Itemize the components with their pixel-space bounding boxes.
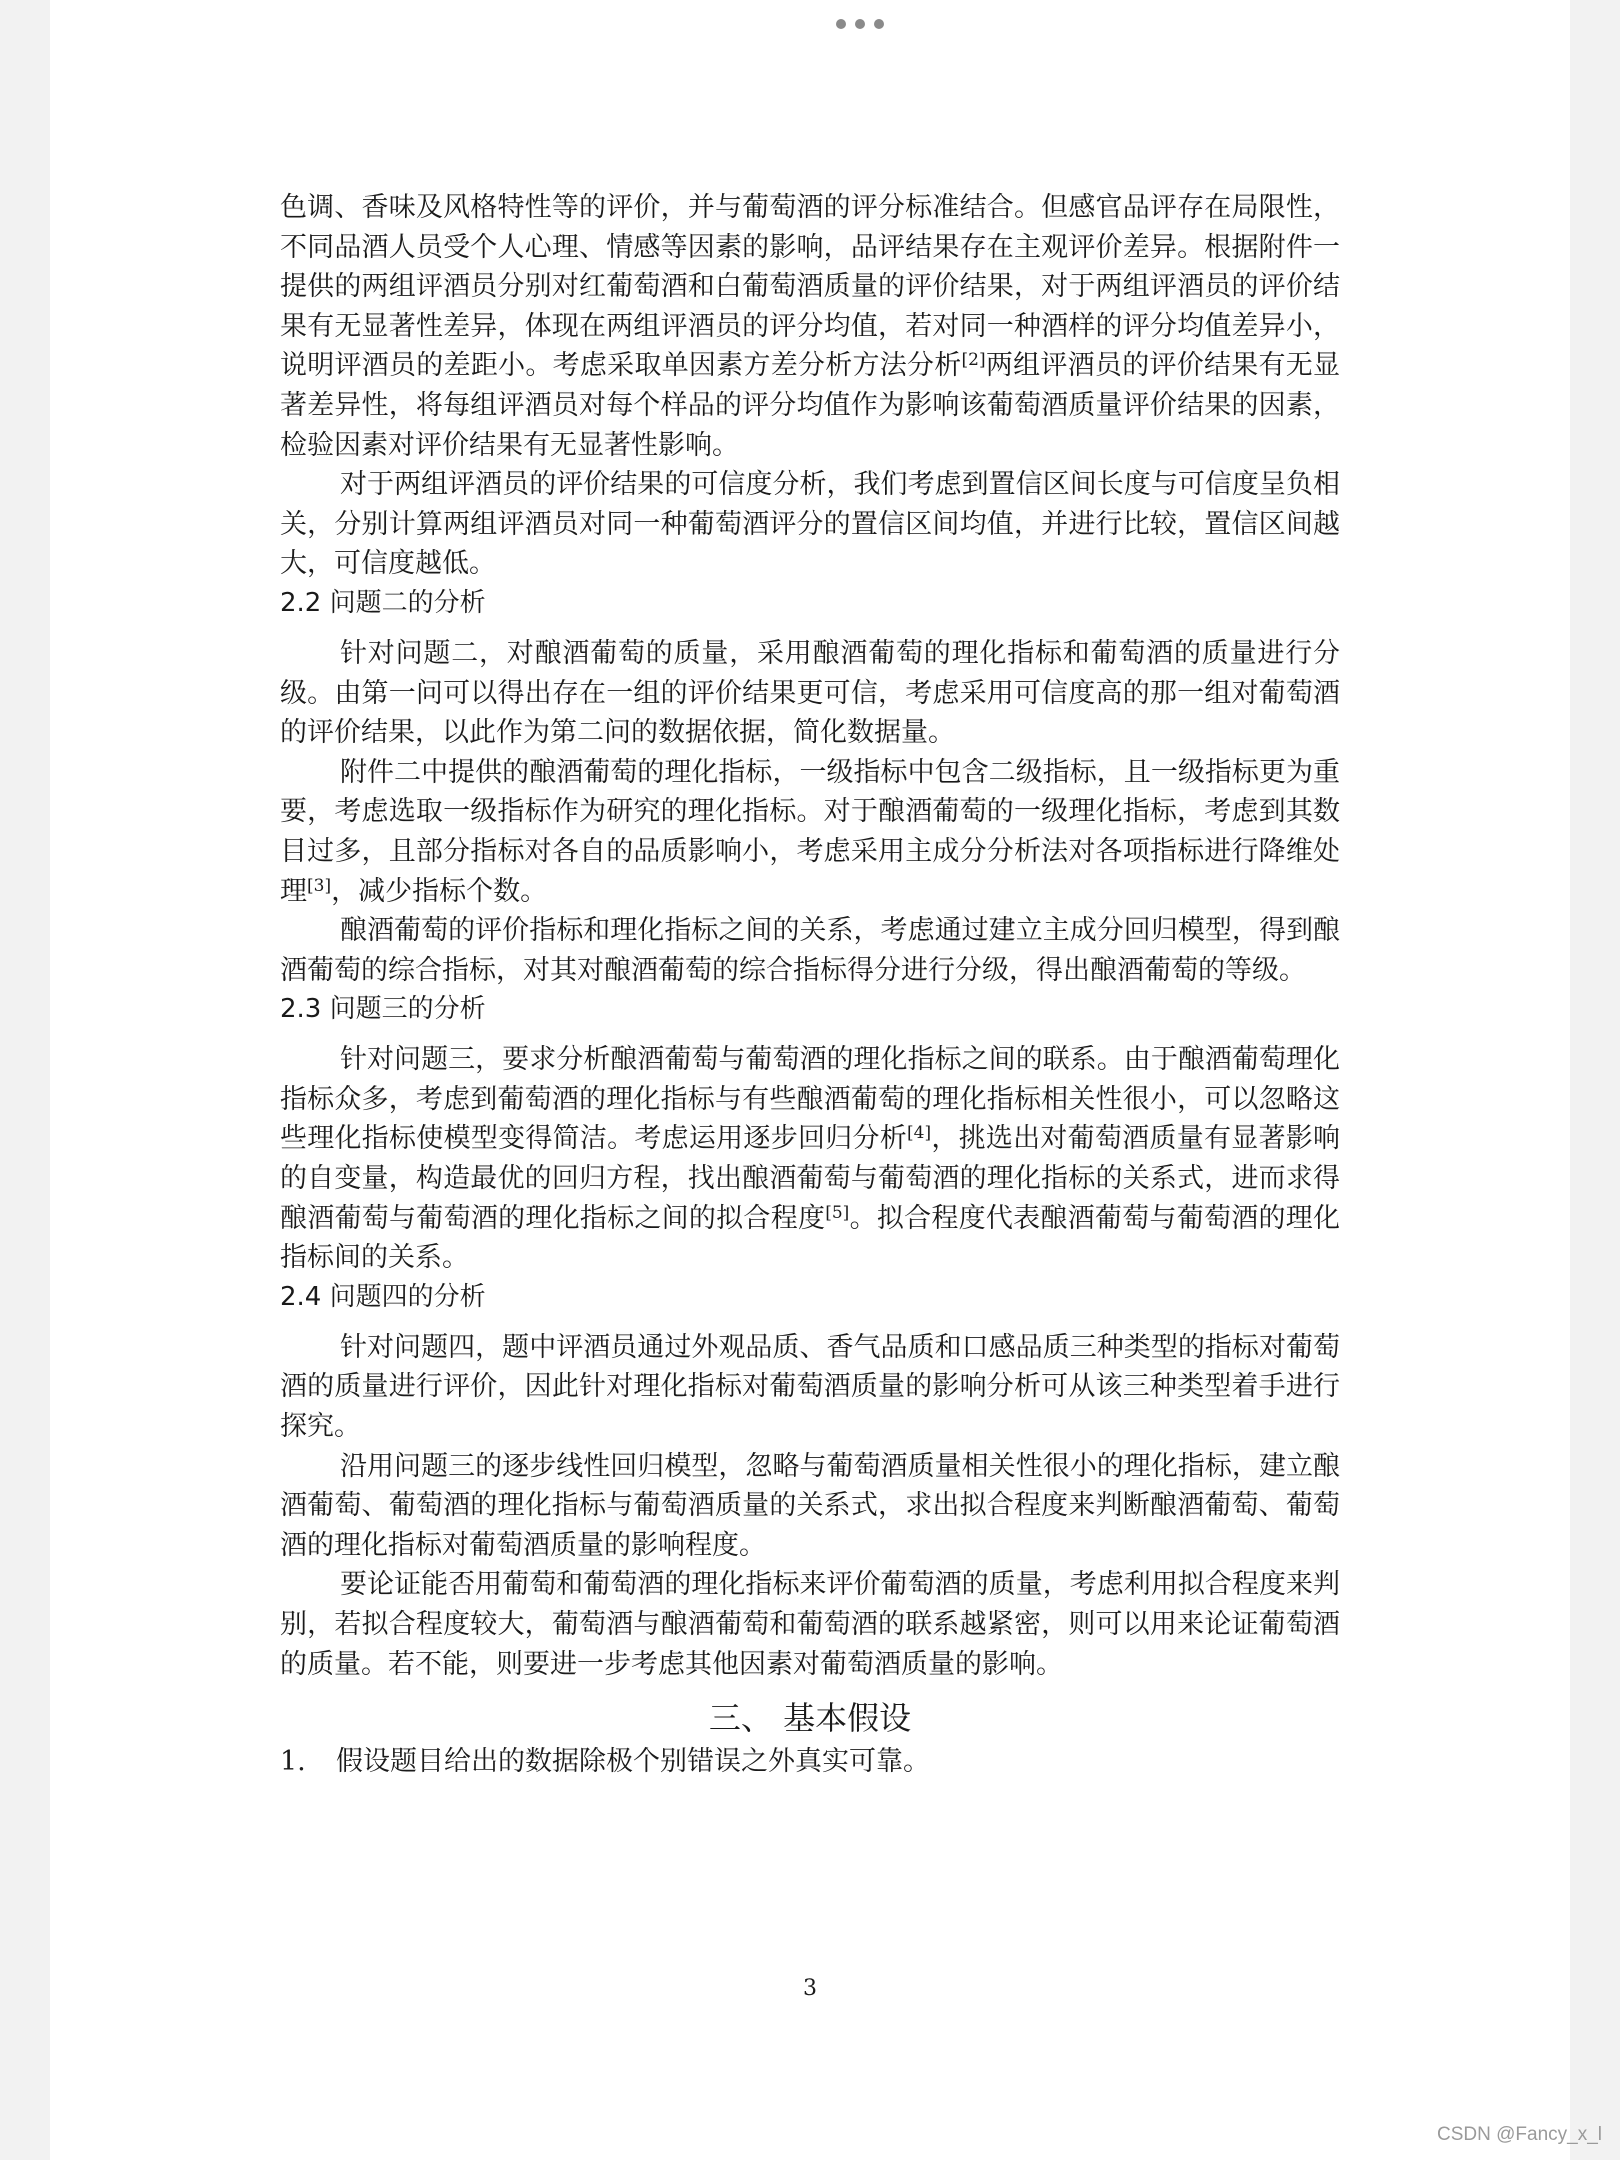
watermark: CSDN @Fancy_x_l	[1437, 2124, 1602, 2145]
citation-ref[interactable]: [4]	[907, 1123, 932, 1144]
assumption-item	[280, 1742, 1340, 1782]
citation-ref[interactable]: [5]	[825, 1202, 850, 1223]
paragraph-text: 两组评酒员的评价结果有无显著差异性，将每组评酒员对每个样品的评分均值作为影响该葡萄酒质量评价结果的因素，检验因素对评价结果有无显著性影响。	[280, 350, 1341, 461]
citation-ref[interactable]: [3]	[307, 875, 332, 896]
section-3-title: 三、 基本假设	[708, 1699, 912, 1738]
paragraph-text: ，减少指标个数。	[331, 875, 548, 907]
paragraph-2-2-c: 酿酒葡萄的评价指标和理化指标之间的关系，考虑通过建立主成分回归模型，得到酿酒葡萄的综合指标，对其对酿酒葡萄的综合指标得分进行分级，得出酿酒葡萄的等级。	[280, 915, 1340, 986]
page-number: 3	[803, 1976, 817, 2001]
list-number: 1.	[280, 1746, 306, 1778]
document-body	[280, 188, 1340, 1782]
heading-2-4: 2.4 问题四的分析	[280, 1281, 486, 1312]
paragraph-intro	[280, 188, 1340, 465]
paragraph-2-3-a	[280, 1040, 1340, 1278]
heading-2-3: 2.3 问题三的分析	[280, 994, 486, 1025]
paragraph-credibility: 对于两组评酒员的评价结果的可信度分析，我们考虑到置信区间长度与可信度呈负相关，分别计算两组评酒员对同一种葡萄酒评分的置信区间均值，并进行比较，置信区间越大，可信度越低。	[280, 469, 1340, 580]
paragraph-text: 附件二中提供的酿酒葡萄的理化指标，一级指标中包含二级指标，且一级指标更为重要，考虑选取一级指标作为研究的理化指标。对于酿酒葡萄的一级理化指标，考虑到其数目过多，且部分指标对各自的品质影响小，考虑采用主成分分析法对各项指标进行降维处理	[280, 756, 1340, 907]
citation-ref[interactable]: [2]	[961, 350, 986, 371]
paragraph-2-2-b	[280, 753, 1340, 911]
paragraph-text: 针对问题三，要求分析酿酒葡萄与葡萄酒的理化指标之间的联系。由于酿酒葡萄理化指标众多，考虑到葡萄酒的理化指标与有些酿酒葡萄的理化指标相关性很小，可以忽略这些理化指标使模型变得简洁。考虑运用逐步回归分析	[280, 1044, 1340, 1155]
paragraph-text: ，挑选出对葡萄酒质量有显著影响的自变量，构造最优的回归方程，找出酿酒葡萄与葡萄酒的理化指标的关系式，进而求得酿酒葡萄与葡萄酒的理化指标之间的拟合程度	[280, 1123, 1341, 1234]
heading-2-2: 2.2 问题二的分析	[280, 587, 486, 618]
paragraph-2-4-c: 要论证能否用葡萄和葡萄酒的理化指标来评价葡萄酒的质量，考虑利用拟合程度来判别，若拟合程度较大，葡萄酒与酿酒葡萄和葡萄酒的联系越紧密，则可以用来论证葡萄酒的质量。若不能，则要进一步考虑其他因素对葡萄酒质量的影响。	[280, 1569, 1340, 1680]
paragraph-text: 。拟合程度代表酿酒葡萄与葡萄酒的理化指标间的关系。	[280, 1202, 1341, 1274]
more-dot	[836, 19, 846, 29]
paragraph-2-2-a: 针对问题二，对酿酒葡萄的质量，采用酿酒葡萄的理化指标和葡萄酒的质量进行分级。由第一问可以得出存在一组的评价结果更可信，考虑采用可信度高的那一组对葡萄酒的评价结果，以此作为第二问的数据依据，简化数据量。	[280, 637, 1340, 749]
assumption-text: 假设题目给出的数据除极个别错误之外真实可靠。	[336, 1746, 930, 1778]
more-options-icon[interactable]	[836, 14, 884, 34]
paragraph-2-4-b: 沿用问题三的逐步线性回归模型，忽略与葡萄酒质量相关性很小的理化指标，建立酿酒葡萄、葡萄酒的理化指标与葡萄酒质量的关系式，求出拟合程度来判断酿酒葡萄、葡萄酒的理化指标对葡萄酒质量的影响程度。	[280, 1450, 1340, 1561]
more-dot	[874, 19, 884, 29]
paragraph-2-4-a: 针对问题四，题中评酒员通过外观品质、香气品质和口感品质三种类型的指标对葡萄酒的质量进行评价，因此针对理化指标对葡萄酒质量的影响分析可从该三种类型着手进行探究。	[280, 1331, 1340, 1443]
more-dot	[855, 19, 865, 29]
paragraph-text: 色调、香味及风格特性等的评价，并与葡萄酒的评分标准结合。但感官品评存在局限性，不同品酒人员受个人心理、情感等因素的影响，品评结果存在主观评价差异。根据附件一提供的两组评酒员分别对红葡萄酒和白葡萄酒质量的评价结果，对于两组评酒员的评价结果有无显著性差异，体现在两组评酒员的评分均值，若对同一种酒样的评分均值差异小，说明评酒员的差距小。考虑采取单因素方差分析方法分析	[280, 192, 1340, 382]
